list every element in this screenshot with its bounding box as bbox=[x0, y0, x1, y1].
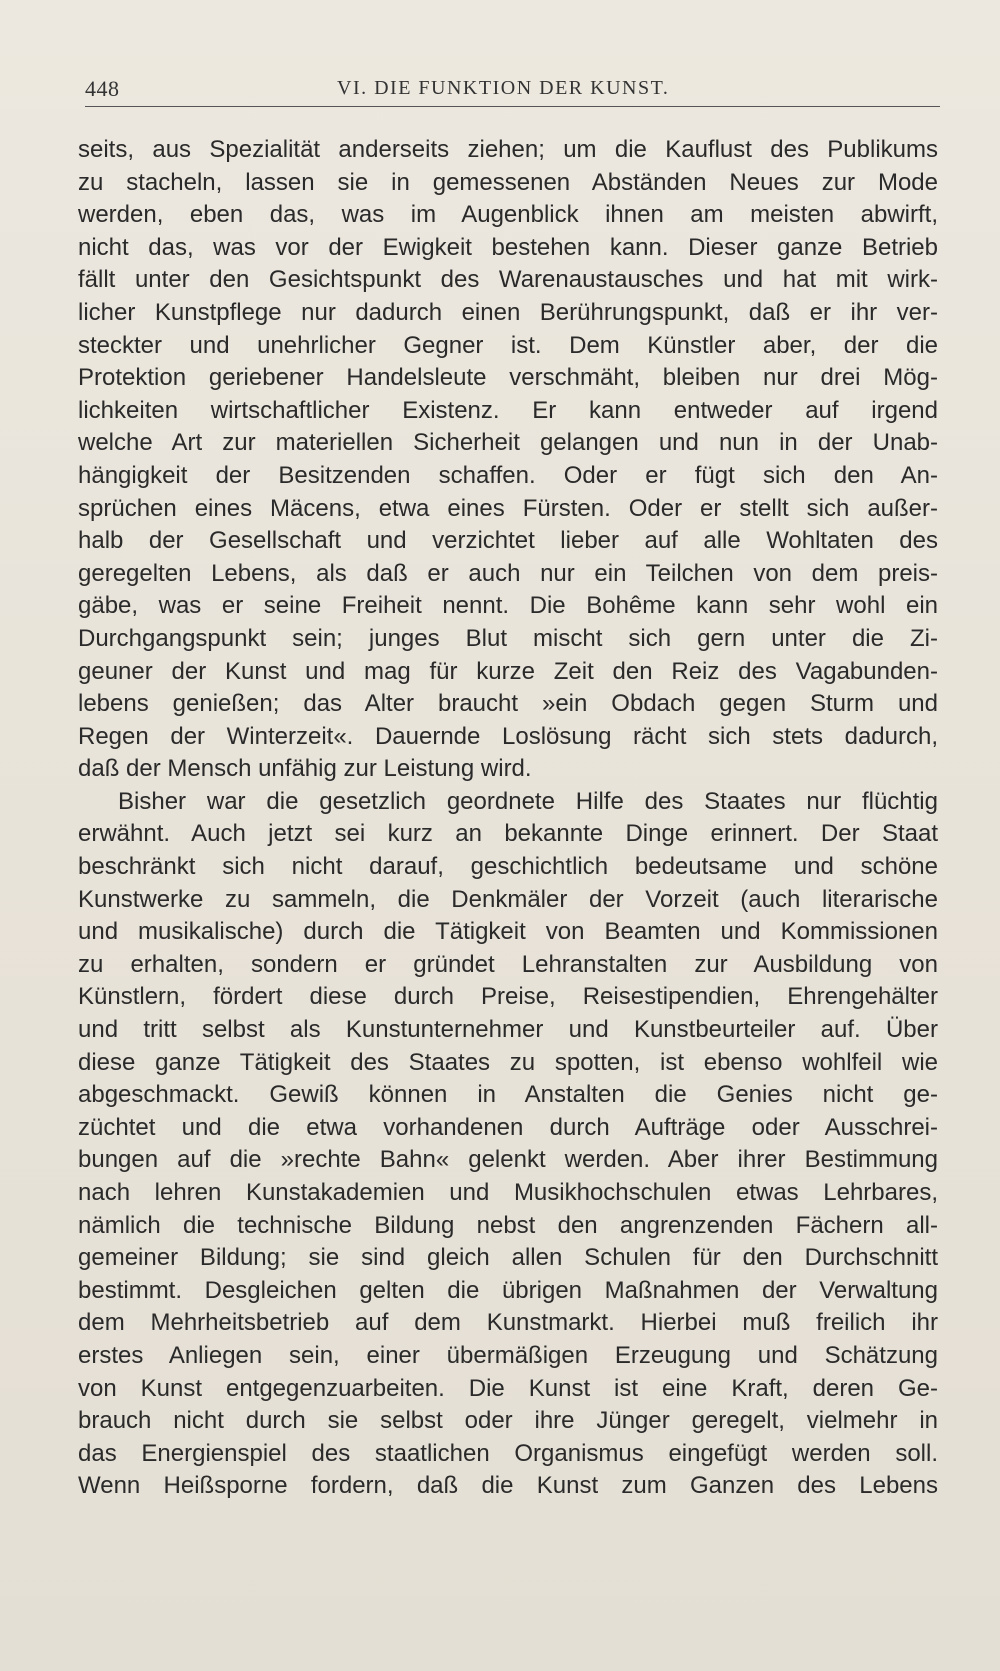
paragraph bbox=[78, 786, 938, 1503]
text-line: erwähnt. Auch jetzt sei kurz an bekannte Dinge erinnert. Der Staat bbox=[78, 820, 938, 848]
text-line: nach lehren Kunstakademien und Musikhochschulen etwas Lehrbares, bbox=[78, 1179, 938, 1206]
text-line: geuner der Kunst und mag für kurze Zeit den Reiz des Vagabunden- bbox=[78, 657, 938, 685]
running-head: VI. DIE FUNKTION DER KUNST. bbox=[337, 77, 670, 99]
text-line: zu stacheln, lassen sie in gemessenen Abständen Neues zur Mode bbox=[78, 168, 938, 196]
text-line: gäbe, was er seine Freiheit nennt. Die Bohême kann sehr wohl ein bbox=[78, 592, 938, 620]
text-line: und musikalische) durch die Tätigkeit von Beamten und Kommissionen bbox=[78, 918, 938, 946]
text-line: beschränkt sich nicht darauf, geschichtlich bedeutsame und schöne bbox=[78, 853, 938, 881]
text-line: zu erhalten, sondern er gründet Lehranstalten zur Ausbildung von bbox=[78, 950, 938, 978]
page-number: 448 bbox=[85, 76, 120, 101]
text-line: geregelten Lebens, als daß er auch nur ein Teilchen von dem preis- bbox=[78, 559, 938, 587]
text-line: und tritt selbst als Kunstunternehmer und Kunstbeurteiler auf. Über bbox=[78, 1016, 938, 1044]
text-line: Wenn Heißsporne fordern, daß die Kunst zum Ganzen des Lebens bbox=[78, 1472, 938, 1500]
text-line: lebens genießen; das Alter braucht »ein Obdach gegen Sturm und bbox=[78, 690, 938, 718]
text-line: daß der Mensch unfähig zur Leistung wird. bbox=[78, 755, 532, 783]
text-line: halb der Gesellschaft und verzichtet lieber auf alle Wohltaten des bbox=[78, 527, 938, 555]
text-line: seits, aus Spezialität anderseits ziehen; um die Kauflust des Publikums bbox=[78, 136, 938, 163]
text-line: fällt unter den Gesichtspunkt des Warenaustausches und hat mit wirk- bbox=[78, 266, 938, 294]
text-line: steckter und unehrlicher Gegner ist. Dem Künstler aber, der die bbox=[78, 331, 938, 359]
text-line: nämlich die technische Bildung nebst den angrenzenden Fächern all- bbox=[78, 1211, 938, 1239]
paragraph bbox=[78, 134, 938, 786]
text-line: lichkeiten wirtschaftlicher Existenz. Er kann entweder auf irgend bbox=[78, 396, 938, 424]
text-line: züchtet und die etwa vorhandenen durch Aufträge oder Ausschrei- bbox=[78, 1113, 938, 1141]
text-line: diese ganze Tätigkeit des Staates zu spotten, ist ebenso wohlfeil wie bbox=[78, 1048, 938, 1076]
text-line: abgeschmackt. Gewiß können in Anstalten die Genies nicht ge- bbox=[78, 1081, 938, 1109]
text-line: Künstlern, fördert diese durch Preise, Reisestipendien, Ehrengehälter bbox=[78, 983, 938, 1011]
text-line: gemeiner Bildung; sie sind gleich allen Schulen für den Durchschnitt bbox=[78, 1244, 938, 1272]
text-line: hängigkeit der Besitzenden schaffen. Oder er fügt sich den An- bbox=[78, 461, 938, 489]
text-line: sprüchen eines Mäcens, etwa eines Fürsten. Oder er stellt sich außer- bbox=[78, 494, 938, 522]
text-line: welche Art zur materiellen Sicherheit gelangen und nun in der Unab- bbox=[78, 429, 938, 457]
text-line: nicht das, was vor der Ewigkeit bestehen kann. Dieser ganze Betrieb bbox=[78, 233, 938, 261]
text-line: das Energienspiel des staatlichen Organismus eingefügt werden soll. bbox=[78, 1439, 938, 1467]
text-line: Kunstwerke zu sammeln, die Denkmäler der Vorzeit (auch literarische bbox=[78, 885, 938, 913]
text-line: Durchgangspunkt sein; junges Blut mischt sich gern unter die Zi- bbox=[78, 624, 938, 652]
body-text bbox=[78, 134, 938, 1503]
text-line: Regen der Winterzeit«. Dauernde Loslösung rächt sich stets dadurch, bbox=[78, 722, 938, 750]
text-line: licher Kunstpflege nur dadurch einen Berührungspunkt, daß er ihr ver- bbox=[78, 298, 938, 326]
text-line: erstes Anliegen sein, einer übermäßigen Erzeugung und Schätzung bbox=[78, 1341, 938, 1369]
text-line: Bisher war die gesetzlich geordnete Hilfe des Staates nur flüchtig bbox=[118, 787, 938, 815]
page-header bbox=[85, 72, 940, 107]
text-line: werden, eben das, was im Augenblick ihnen am meisten abwirft, bbox=[78, 201, 938, 229]
text-line: Protektion geriebener Handelsleute verschmäht, bleiben nur drei Mög- bbox=[78, 364, 938, 392]
text-line: bungen auf die »rechte Bahn« gelenkt werden. Aber ihrer Bestimmung bbox=[78, 1146, 938, 1174]
text-line: von Kunst entgegenzuarbeiten. Die Kunst ist eine Kraft, deren Ge- bbox=[78, 1374, 938, 1402]
text-line: dem Mehrheitsbetrieb auf dem Kunstmarkt. Hierbei muß freilich ihr bbox=[78, 1309, 938, 1337]
text-line: bestimmt. Desgleichen gelten die übrigen Maßnahmen der Verwaltung bbox=[78, 1276, 938, 1304]
text-line: brauch nicht durch sie selbst oder ihre Jünger geregelt, vielmehr in bbox=[78, 1407, 938, 1435]
